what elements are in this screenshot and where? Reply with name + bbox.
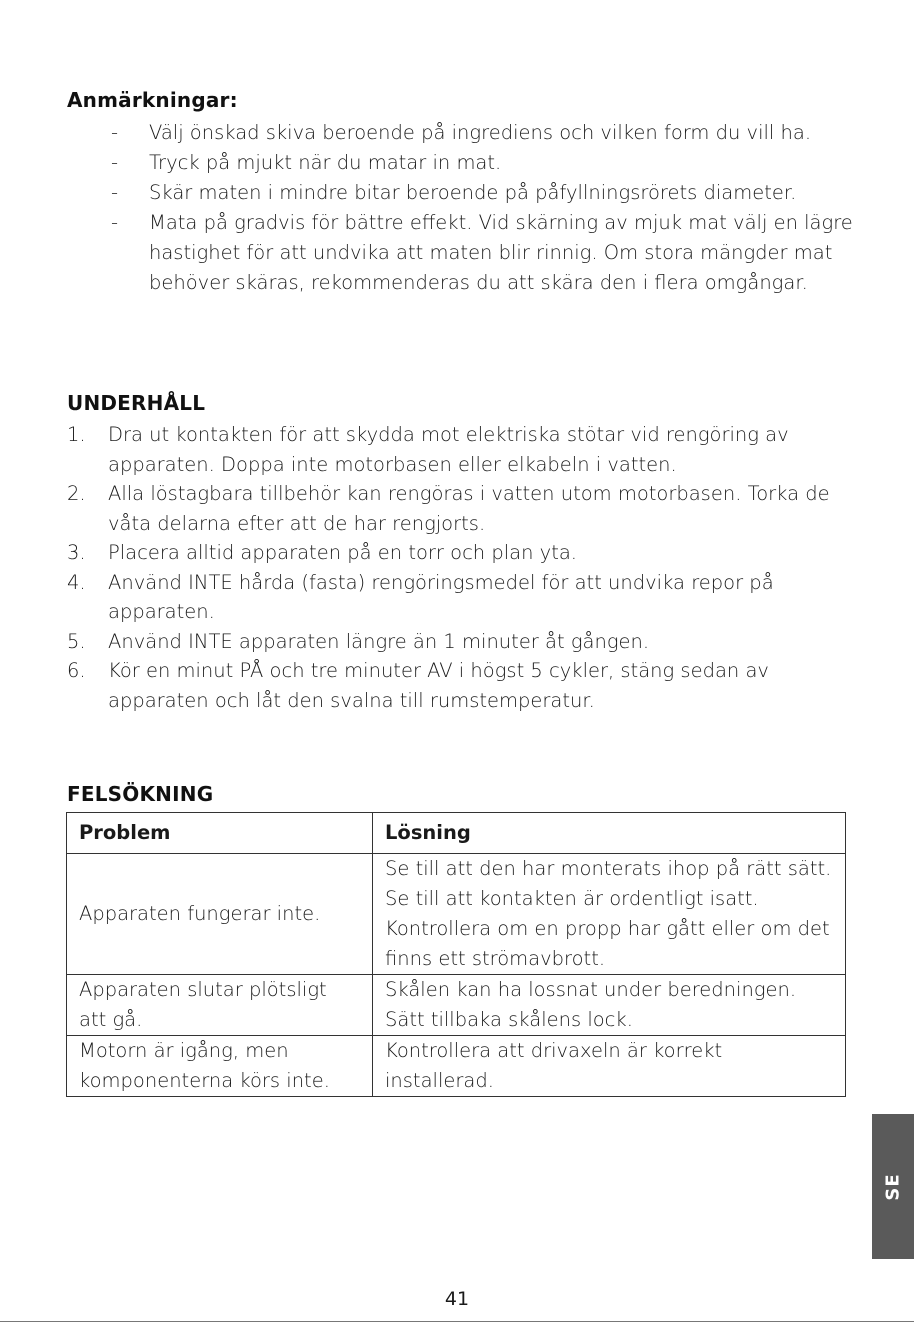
bottom-divider [0, 1321, 914, 1322]
page-number: 41 [444, 1288, 470, 1310]
column-header-problem: Problem [67, 813, 373, 854]
item-number: 3. [67, 541, 86, 564]
language-tab [872, 1114, 914, 1259]
solution-line: Sätt tillbaka skålens lock. [385, 1008, 633, 1031]
list-item [67, 420, 857, 479]
list-item [67, 148, 857, 178]
table-row [67, 1036, 846, 1097]
problem-cell: Apparaten fungerar inte. [67, 854, 373, 975]
note-text: Skär maten i mindre bitar beroende på påfyllningsrörets diameter. [149, 181, 797, 204]
problem-cell: Apparaten slutar plötsligt att gå. [67, 975, 373, 1036]
table-row [67, 975, 846, 1036]
list-item [67, 568, 857, 627]
table-header-row [67, 813, 846, 854]
note-text: Mata på gradvis för bättre effekt. Vid skärning av mjuk mat välj en lägre hastighet för att undvika att maten blir rinnig. Om stora mängder mat behöver skäras, rekommenderas du att skära den i flera omgångar. [149, 211, 853, 294]
note-text: Välj önskad skiva beroende på ingrediens och vilken form du vill ha. [149, 121, 812, 144]
language-tab-label: SE [882, 1172, 904, 1201]
bullet-dash: - [111, 151, 119, 174]
list-item [67, 627, 857, 657]
problem-cell: Motorn är igång, men komponenterna körs inte. [67, 1036, 373, 1097]
item-text: Dra ut kontakten för att skydda mot elektriska stötar vid rengöring av apparaten. Doppa inte motorbasen eller elkabeln i vatten. [108, 423, 789, 476]
list-item [67, 479, 857, 538]
list-item [67, 178, 857, 208]
solution-line: Kontrollera om en propp har gått eller om det finns ett strömavbrott. [385, 917, 830, 970]
bullet-dash: - [111, 121, 119, 144]
solution-line: Skålen kan ha lossnat under beredningen. [385, 978, 797, 1001]
solution-line: Kontrollera att drivaxeln är korrekt installerad. [385, 1039, 723, 1092]
item-number: 1. [67, 423, 86, 446]
list-item [67, 656, 857, 715]
table-row [67, 854, 846, 975]
item-text: Använd INTE hårda (fasta) rengöringsmedel för att undvika repor på apparaten. [108, 570, 774, 623]
troubleshooting-table [66, 812, 846, 1097]
notes-list [67, 118, 857, 298]
list-item [67, 208, 857, 298]
bullet-dash: - [111, 211, 119, 234]
bullet-dash: - [111, 181, 119, 204]
note-text: Tryck på mjukt när du matar in mat. [149, 151, 502, 174]
solution-line: Se till att kontakten är ordentligt isatt. [385, 887, 759, 910]
item-number: 6. [67, 659, 86, 682]
item-text: Alla löstagbara tillbehör kan rengöras i vatten utom motorbasen. Torka de våta delarna efter att de har rengjorts. [108, 482, 830, 535]
item-number: 4. [67, 570, 86, 594]
item-number: 5. [67, 629, 86, 653]
list-item [67, 538, 857, 568]
maintenance-list [67, 420, 857, 715]
list-item [67, 118, 857, 148]
item-text: Använd INTE apparaten längre än 1 minuter åt gången. [108, 629, 650, 653]
item-text: Kör en minut PÅ och tre minuter AV i högst 5 cykler, stäng sedan av apparaten och låt den svalna till rumstemperatur. [108, 659, 769, 712]
maintenance-heading: UNDERHÅLL [67, 391, 206, 415]
item-number: 2. [67, 482, 86, 505]
troubleshooting-heading: FELSÖKNING [67, 782, 214, 806]
solution-cell [373, 975, 846, 1036]
notes-heading: Anmärkningar: [67, 88, 238, 112]
column-header-solution: Lösning [373, 813, 846, 854]
solution-cell [373, 1036, 846, 1097]
solution-line: Se till att den har monterats ihop på rätt sätt. [385, 857, 832, 880]
solution-cell [373, 854, 846, 975]
item-text: Placera alltid apparaten på en torr och plan yta. [108, 541, 577, 564]
